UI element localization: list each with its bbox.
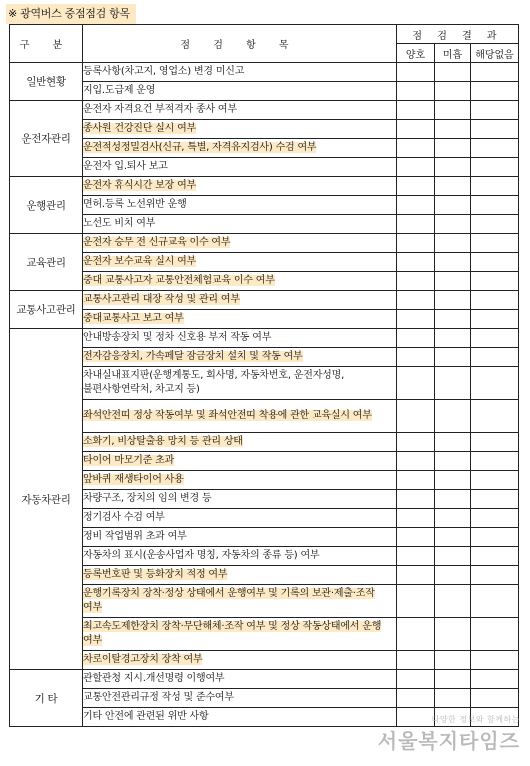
result-poor-cell[interactable] [435,234,471,253]
header-result-good: 양호 [397,44,435,63]
result-good-cell[interactable] [397,234,435,253]
table-row [10,708,519,727]
result-poor-cell[interactable] [435,253,471,272]
table-row [10,63,519,82]
item-text: 타이어 마모기준 초과 [83,455,175,466]
item-text: 운행기록장치 장착·정상 상태에서 운행여부 및 기록의 보관·제출·조작 여부 [83,588,375,613]
item-cell [83,329,397,348]
result-na-cell[interactable] [471,253,519,272]
page-title: ※ 광역버스 중점점검 항목 [6,4,136,24]
item-text: 관할관청 지시.개선명령 이행여부 [83,673,225,684]
result-good-cell[interactable] [397,177,435,196]
result-good-cell[interactable] [397,158,435,177]
item-cell [83,670,397,689]
result-na-cell[interactable] [471,433,519,452]
result-na-cell[interactable] [471,585,519,618]
result-poor-cell[interactable] [435,101,471,120]
item-cell [83,547,397,566]
result-poor-cell[interactable] [435,528,471,547]
result-na-cell[interactable] [471,139,519,158]
result-good-cell[interactable] [397,253,435,272]
table-row [10,291,519,310]
item-text: 안내방송장치 및 정차 신호용 부저 작동 여부 [83,332,272,343]
result-na-cell[interactable] [471,196,519,215]
item-cell [83,139,397,158]
table-row [10,585,519,618]
result-poor-cell[interactable] [435,291,471,310]
item-text: 앞바퀴 재생타이어 사용 [83,474,184,485]
table-row [10,120,519,139]
item-cell [83,196,397,215]
result-good-cell[interactable] [397,670,435,689]
result-poor-cell[interactable] [435,670,471,689]
header-result: 점 검 결 과 [397,25,519,44]
inspection-table [9,24,519,727]
result-na-cell[interactable] [471,566,519,585]
result-poor-cell[interactable] [435,348,471,367]
item-cell [83,101,397,120]
category-cell: 교통사고관리 [10,291,83,329]
item-text: 중대 교통사고자 교통안전체험교육 이수 여부 [83,275,275,286]
result-poor-cell[interactable] [435,471,471,490]
result-poor-cell[interactable] [435,433,471,452]
item-cell [83,120,397,139]
result-na-cell[interactable] [471,490,519,509]
item-cell [83,82,397,101]
result-poor-cell[interactable] [435,215,471,234]
result-poor-cell[interactable] [435,585,471,618]
item-cell [83,452,397,471]
category-cell: 기 타 [10,670,83,727]
item-cell [83,689,397,708]
table-row [10,689,519,708]
result-poor-cell[interactable] [435,367,471,400]
result-na-cell[interactable] [471,120,519,139]
result-poor-cell[interactable] [435,400,471,433]
item-cell [83,528,397,547]
table-row [10,367,519,400]
result-good-cell[interactable] [397,651,435,670]
result-na-cell[interactable] [471,272,519,291]
item-text: 운전자 입.퇴사 보고 [83,161,168,172]
table-row [10,177,519,196]
item-cell [83,509,397,528]
table-row [10,196,519,215]
result-good-cell[interactable] [397,139,435,158]
item-text: 교통사고관리 대장 작성 및 관리 여부 [83,294,240,305]
table-row [10,566,519,585]
item-cell [83,490,397,509]
item-text: 전자감응장치, 가속페달 잠금장치 설치 및 작동 여부 [83,351,303,362]
result-na-cell[interactable] [471,471,519,490]
result-good-cell[interactable] [397,585,435,618]
item-text: 지입.도급제 운영 [83,85,156,96]
item-text: 소화기, 비상탈출용 망치 등 관리 상태 [83,436,243,447]
result-na-cell[interactable] [471,101,519,120]
result-good-cell[interactable] [397,120,435,139]
table-row [10,651,519,670]
item-text: 운전자 보수교육 실시 여부 [83,256,196,267]
watermark-tagline: 다양한 정보와 함께하는 [431,715,520,724]
result-poor-cell[interactable] [435,689,471,708]
result-poor-cell[interactable] [435,139,471,158]
item-text: 면허.등록 노선위반 운행 [83,199,187,210]
table-row [10,509,519,528]
result-good-cell[interactable] [397,310,435,329]
result-good-cell[interactable] [397,689,435,708]
item-cell [83,585,397,618]
result-poor-cell[interactable] [435,566,471,585]
item-cell [83,566,397,585]
item-cell [83,618,397,651]
item-cell [83,63,397,82]
table-row [10,471,519,490]
result-good-cell[interactable] [397,528,435,547]
item-cell [83,471,397,490]
item-cell [83,400,397,433]
result-poor-cell[interactable] [435,452,471,471]
result-poor-cell[interactable] [435,177,471,196]
header-item: 점 검 항 목 [83,25,397,63]
category-cell: 운전자관리 [10,101,83,177]
item-text: 운전적성정밀검사(신규, 특별, 자격유지검사) 수검 여부 [83,142,317,153]
table-row [10,158,519,177]
result-na-cell[interactable] [471,158,519,177]
result-good-cell[interactable] [397,452,435,471]
item-cell [83,234,397,253]
item-cell [83,651,397,670]
result-na-cell[interactable] [471,348,519,367]
result-poor-cell[interactable] [435,158,471,177]
item-text: 기타 안전에 관련된 위반 사항 [83,711,209,722]
header-result-na: 해당없음 [471,44,519,63]
table-row [10,139,519,158]
result-good-cell[interactable] [397,433,435,452]
result-na-cell[interactable] [471,367,519,400]
result-poor-cell[interactable] [435,509,471,528]
table-row [10,310,519,329]
result-poor-cell[interactable] [435,82,471,101]
item-text: 종사원 건강진단 실시 여부 [83,123,196,134]
item-text: 자동차의 표시(운송사업자 명칭, 자동차의 종류 등) 여부 [83,550,320,561]
result-poor-cell[interactable] [435,547,471,566]
item-text: 최고속도제한장치 장착·무단해체·조작 여부 및 정상 작동상태에서 운행 여부 [83,621,382,646]
table-row [10,272,519,291]
table-row [10,348,519,367]
result-good-cell[interactable] [397,82,435,101]
result-na-cell[interactable] [471,689,519,708]
item-text: 등록번호판 및 등화장치 적정 여부 [83,569,228,580]
result-good-cell[interactable] [397,490,435,509]
item-cell [83,367,397,400]
result-good-cell[interactable] [397,196,435,215]
result-na-cell[interactable] [471,400,519,433]
header-result-poor: 미흡 [435,44,471,63]
result-na-cell[interactable] [471,63,519,82]
result-good-cell[interactable] [397,291,435,310]
result-poor-cell[interactable] [435,63,471,82]
item-cell [83,177,397,196]
table-row [10,618,519,651]
item-text: 운전자 휴식시간 보장 여부 [83,180,196,191]
result-poor-cell[interactable] [435,120,471,139]
result-poor-cell[interactable] [435,708,471,727]
header-category: 구 분 [10,25,83,63]
table-row [10,234,519,253]
table-row [10,101,519,120]
table-row [10,547,519,566]
result-good-cell[interactable] [397,471,435,490]
result-poor-cell[interactable] [435,310,471,329]
category-cell: 교육관리 [10,234,83,291]
result-na-cell[interactable] [471,177,519,196]
result-na-cell[interactable] [471,708,519,727]
result-na-cell[interactable] [471,291,519,310]
item-text: 차량구조, 장치의 임의 변경 등 [83,493,212,504]
table-row [10,528,519,547]
result-na-cell[interactable] [471,329,519,348]
category-cell: 자동차관리 [10,329,83,670]
item-cell [83,215,397,234]
item-cell [83,433,397,452]
table-row [10,670,519,689]
item-text: 노선도 비치 여부 [83,218,156,229]
table-row [10,82,519,101]
item-text: 교통안전관리규정 작성 및 준수여부 [83,692,234,703]
result-good-cell[interactable] [397,566,435,585]
category-cell: 일반현황 [10,63,83,101]
item-text: 차로이탈경고장치 장착 여부 [83,654,203,665]
item-text: 중대교통사고 보고 여부 [83,313,184,324]
table-body [10,63,519,727]
table-row [10,400,519,433]
result-good-cell[interactable] [397,547,435,566]
result-na-cell[interactable] [471,618,519,651]
item-cell [83,310,397,329]
result-poor-cell[interactable] [435,618,471,651]
result-na-cell[interactable] [471,528,519,547]
item-cell [83,348,397,367]
table-row [10,433,519,452]
table-row [10,452,519,471]
result-good-cell[interactable] [397,400,435,433]
table-row [10,215,519,234]
result-na-cell[interactable] [471,82,519,101]
item-text: 정비 작업범위 초과 여부 [83,531,187,542]
item-text: 운전자 승무 전 신규교육 이수 여부 [83,237,231,248]
category-cell: 운행관리 [10,177,83,234]
result-poor-cell[interactable] [435,272,471,291]
result-na-cell[interactable] [471,509,519,528]
result-good-cell[interactable] [397,367,435,400]
result-poor-cell[interactable] [435,329,471,348]
item-text: 운전자 자격요건 부적격자 종사 여부 [83,104,237,115]
result-na-cell[interactable] [471,310,519,329]
result-na-cell[interactable] [471,547,519,566]
item-cell [83,272,397,291]
result-good-cell[interactable] [397,509,435,528]
watermark-logo-text: 서울복지타임즈 [377,729,520,753]
table-row [10,329,519,348]
item-cell [83,291,397,310]
item-text: 차내실내표지판(운행계통도, 회사명, 자동차번호, 운전자성명, 불편사항연락처, 차고지 등) [83,370,345,395]
result-na-cell[interactable] [471,670,519,689]
item-text: 정기검사 수검 여부 [83,512,165,523]
item-text: 등록사항(차고지, 영업소) 변경 미신고 [83,66,245,77]
result-good-cell[interactable] [397,63,435,82]
table-row [10,253,519,272]
result-good-cell[interactable] [397,329,435,348]
item-cell [83,708,397,727]
result-good-cell[interactable] [397,348,435,367]
result-good-cell[interactable] [397,272,435,291]
table-row [10,490,519,509]
result-na-cell[interactable] [471,234,519,253]
result-na-cell[interactable] [471,215,519,234]
item-cell [83,158,397,177]
item-text: 좌석안전띠 정상 작동여부 및 좌석안전띠 착용에 관한 교육실시 여부 [83,410,372,421]
result-poor-cell[interactable] [435,196,471,215]
result-good-cell[interactable] [397,215,435,234]
result-na-cell[interactable] [471,651,519,670]
result-na-cell[interactable] [471,452,519,471]
result-poor-cell[interactable] [435,651,471,670]
result-good-cell[interactable] [397,101,435,120]
result-good-cell[interactable] [397,618,435,651]
item-cell [83,253,397,272]
result-good-cell[interactable] [397,708,435,727]
result-poor-cell[interactable] [435,490,471,509]
